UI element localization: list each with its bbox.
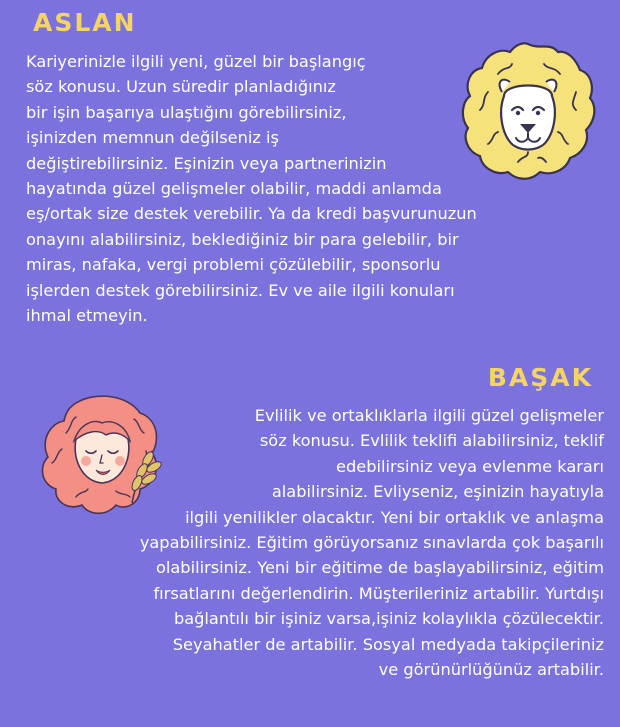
aslan-line: onayını alabilirsiniz, beklediğiniz bir para gelebilir, bir bbox=[26, 229, 459, 249]
aslan-line: hayatında güzel gelişmeler olabilir, maddi anlamda bbox=[26, 179, 442, 199]
aslan-line: söz konusu. Uzun süredir planladığınız bbox=[26, 77, 336, 97]
basak-line: bağlantılı bir işiniz varsa,işiniz kolaylıkla çözülecektir. bbox=[173, 609, 604, 629]
aslan-text bbox=[26, 49, 477, 328]
lion-face-icon bbox=[458, 40, 598, 185]
basak-line: ve görünürlüğünüz artabilir. bbox=[378, 660, 604, 680]
basak-line: edebilirsiniz veya evlenme kararı bbox=[336, 456, 604, 476]
basak-line: fırsatlarını değerlendirin. Müşterileriniz artabilir. Yurtdışı bbox=[153, 583, 604, 603]
aslan-line: değiştirebilirsiniz. Eşinizin veya partnerinizin bbox=[26, 153, 387, 173]
basak-line: ilgili yenilikler olacaktır. Yeni bir ortaklık ve anlaşma bbox=[185, 507, 604, 527]
aslan-line: bir işin başarıya ulaştığını görebilirsiniz, bbox=[26, 102, 347, 122]
aslan-line: işinizden memnun değilseniz iş bbox=[26, 128, 279, 148]
basak-text bbox=[140, 403, 604, 682]
basak-line: Evlilik ve ortaklıklarla ilgili güzel gelişmeler bbox=[254, 406, 604, 425]
aslan-line: eş/ortak size destek verebilir. Ya da kredi başvurunuzun bbox=[26, 204, 477, 224]
basak-line: söz konusu. Evlilik teklifi alabilirsiniz, teklif bbox=[259, 431, 604, 451]
basak-line: yapabilirsiniz. Eğitim görüyorsanız sınavlarda çok başarılı bbox=[139, 533, 604, 553]
basak-title: BAŞAK bbox=[487, 363, 593, 392]
basak-line: Seyahatler de artabilir. Sosyal medyada takipçileriniz bbox=[172, 634, 604, 654]
aslan-line: işlerden destek görebilirsiniz. Ev ve aile ilgili konuları bbox=[26, 280, 455, 300]
aslan-line: Kariyerinizle ilgili yeni, güzel bir başlangıç bbox=[26, 52, 366, 71]
basak-line: alabilirsiniz. Evliyseniz, eşinizin hayatıyla bbox=[271, 482, 604, 502]
aslan-line: miras, nafaka, vergi problemi çözülebilir, sponsorlu bbox=[26, 255, 441, 275]
basak-line: olabilirsiniz. Yeni bir eğitime de başlayabilirsiniz, eğitim bbox=[155, 558, 604, 578]
aslan-line: ihmal etmeyin. bbox=[26, 306, 148, 326]
aslan-title: ASLAN bbox=[33, 8, 137, 37]
